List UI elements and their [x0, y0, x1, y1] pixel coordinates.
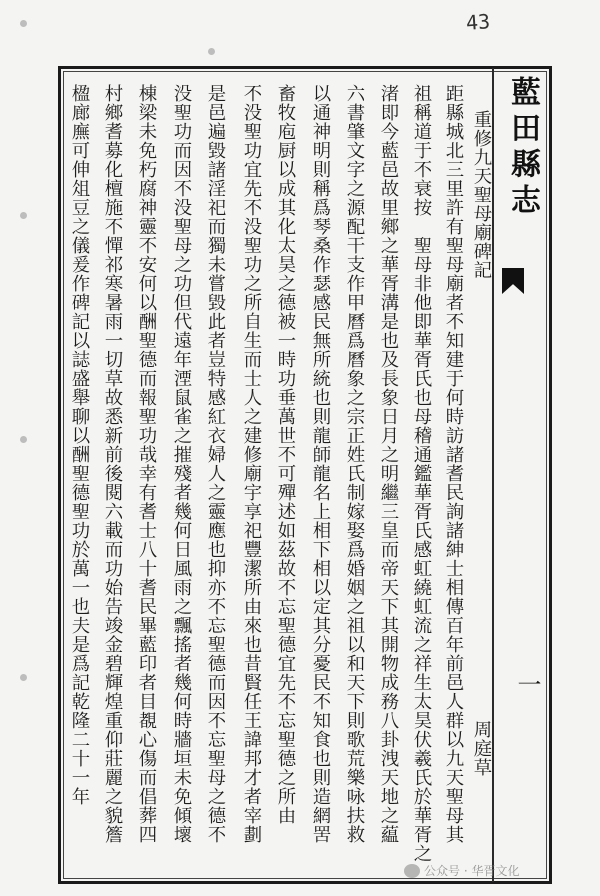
essay-title: 重修九天聖母廟碑記 [471, 110, 492, 280]
text-column: 六書肇文字之源配干支作甲曆爲曆象之宗正姓氏制嫁娶爲婚姻之祖以和天下則歌荒樂咏扶救 [344, 84, 365, 844]
text-column: 以通神明則稱爲琴桑作瑟感民無所統也則龍師龍名上相下相以定其分憂民不知食也則造網罟 [310, 84, 331, 844]
book-title: 藍田縣志 [505, 76, 540, 220]
text-column: 没聖功而因不没聖母之功但代遠年湮鼠雀之摧殘者幾何日風雨之飄搖者幾何時牆垣未免傾壞 [171, 84, 192, 844]
watermark [404, 862, 519, 879]
text-column: 是邑遍毀諸淫祀而獨未嘗毀此者豈特感紅衣婦人之靈應也抑亦不忘聖德而因不忘聖母之德不 [205, 84, 226, 844]
watermark-label: 公众号 · 华胥文化 [424, 864, 520, 878]
text-column: 祖稱道于不衰按 聖母非他即華胥氏也母稽通鑑華胥氏感虹繞虹流之祥生太昊伏羲氏於華胥之 [411, 84, 432, 863]
wechat-icon [404, 864, 420, 878]
binding-hole [20, 436, 27, 443]
text-column: 畜牧庖厨以成其化太昊之德被一時功垂萬世不可殫述如茲故不忘聖德宜先不忘聖德之所由 [275, 84, 296, 825]
binding-hole [20, 20, 27, 27]
page-number: 43 [465, 9, 491, 35]
text-column: 渚即今藍邑故里鄉之華胥溝是也及長象日月之明繼三皇而帝天下其開物成務八卦洩天地之藴 [378, 84, 399, 844]
text-column: 距縣城北三里許有聖母廟者不知建于何時訪諸耆民詢諸紳士相傳百年前邑人群以九天聖母其 [443, 84, 464, 844]
binding-hole [20, 674, 27, 681]
text-column: 村鄉耆募化檀施不憚祁寒暑雨一切草故悉新前後閱六載而功始告竣金碧輝煌重仰莊麗之貌簷 [102, 84, 123, 844]
binding-hole [20, 212, 27, 219]
leaf-number: 一 [513, 672, 541, 696]
text-column: 不没聖功宜先不没聖功之所自生而士人之建修廟宇享祀豐潔所由來也昔賢任王諱邦才者宰劃 [241, 84, 262, 844]
binding-hole [208, 48, 215, 55]
text-column: 棟梁未免朽腐神靈不安何以酬聖德而報聖功哉幸有耆士八十耆民畢藍印者目覩心傷而倡葬四 [136, 84, 157, 844]
text-column: 楹廊廡可伸俎豆之儀爰作碑記以誌盛舉聊以酬聖德聖功於萬一也夫是爲記乾隆二十一年 [69, 84, 90, 806]
essay-author: 周庭草 [471, 720, 492, 777]
